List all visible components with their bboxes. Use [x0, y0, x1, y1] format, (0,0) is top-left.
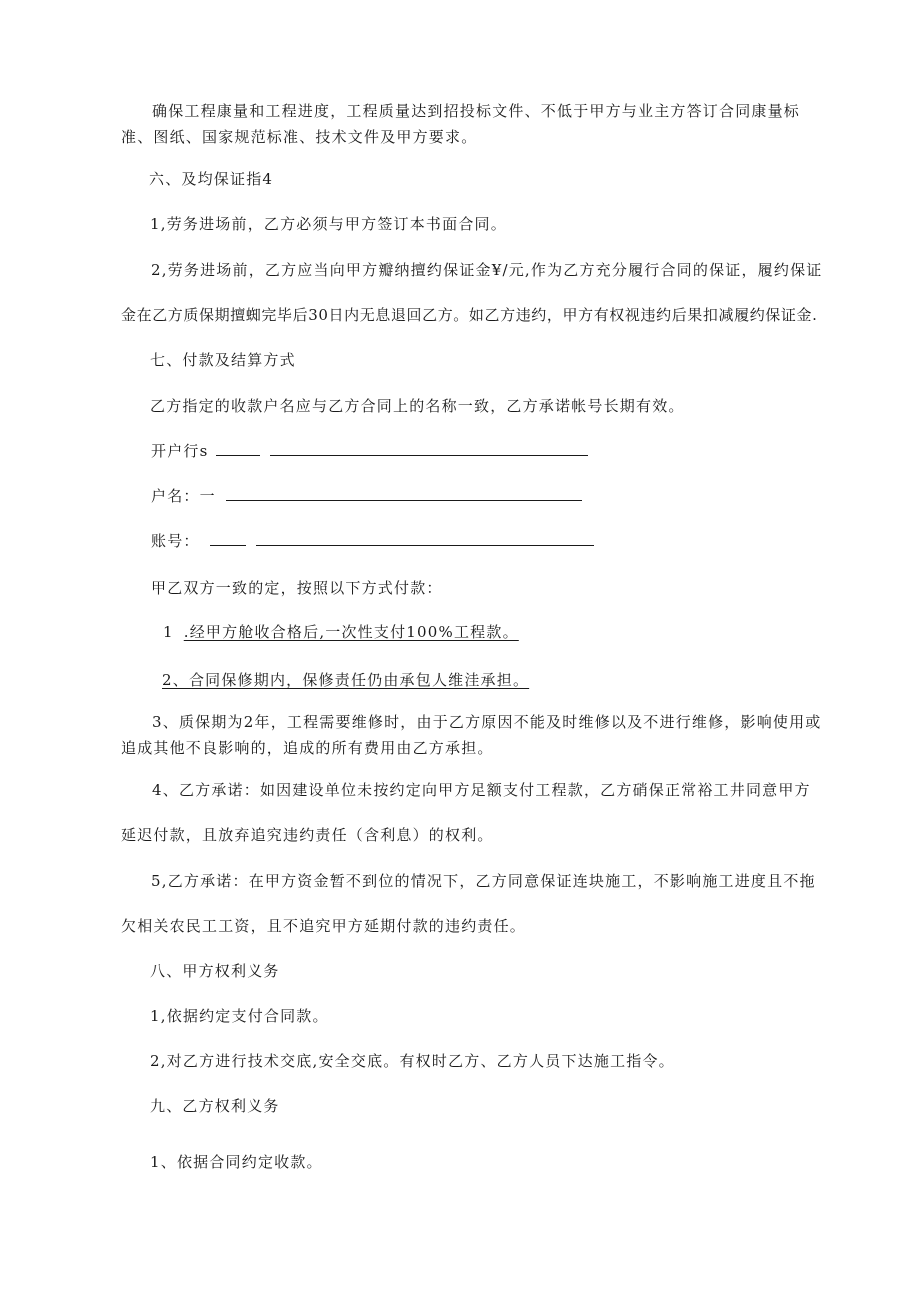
payment-item-2: 2、合同保修期内，保修责任仍由承包人维洼承担。 — [162, 671, 530, 689]
section-9-heading: 九、乙方权利义务 — [150, 1097, 280, 1115]
payment-item-4-line2: 延迟付款，且放弃追究违约责任（含利息）的权利。 — [121, 826, 494, 844]
payment-item-3-line2: 追成其他不良影响的，追成的所有费用由乙方承担。 — [121, 739, 494, 757]
paragraph-quality-line2: 准、图纸、国家规范标准、技术文件及甲方要求。 — [121, 128, 478, 146]
account-blank-long — [256, 531, 594, 546]
payment-item-1-number: 1 — [163, 623, 174, 641]
section-6-item-1: 1,劳务进场前，乙方必须与甲方签订本书面合同。 — [150, 215, 507, 233]
payment-item-4-line1: 4、乙方承诺：如因建设单位未按约定向甲方足额支付工程款，乙方硝保正常裕工井同意甲方 — [152, 781, 811, 799]
payment-agreement: 甲乙双方一致的定，按照以下方式付款： — [151, 579, 443, 597]
section-9-item-1: 1、依据合同约定收款。 — [150, 1153, 323, 1171]
section-7-intro: 乙方指定的收款户名应与乙方合同上的名称一致，乙方承诺帐号长期有效。 — [150, 397, 685, 415]
account-label: 账号： — [151, 532, 200, 550]
payment-item-1 — [163, 622, 519, 642]
payment-item-5-line1: 5,乙方承诺：在甲方资金暂不到位的情况下，乙方同意保证连块施工，不影响施工进度且不拖 — [151, 872, 816, 890]
name-label: 户名：一 — [151, 487, 216, 505]
section-8-heading: 八、甲方权利义务 — [150, 962, 280, 980]
bank-blank-short — [216, 441, 260, 456]
account-field — [151, 531, 594, 551]
name-field — [151, 486, 582, 506]
payment-item-3-line1: 3、质保期为2年，工程需要维修时，由于乙方原因不能及时维修以及不进行维修，影响使用或 — [152, 713, 822, 731]
bank-blank-long — [270, 441, 588, 456]
section-6-item-2-line1: 2,劳务进场前，乙方应当向甲方瓣纳擅约保证金¥/元,作为乙方充分履行合同的保证，履约保证 — [151, 261, 823, 279]
section-8-item-2: 2,对乙方进行技术交底,安全交底。有权时乙方、乙方人员下达施工指令。 — [150, 1052, 675, 1070]
payment-item-1-text: .经甲方舱收合格后,一次性支付100%工程款。 — [183, 623, 519, 641]
account-blank-short — [210, 531, 246, 546]
bank-field — [151, 441, 588, 461]
payment-item-5-line2: 欠相关农民工工资，且不追究甲方延期付款的违约责任。 — [121, 917, 527, 935]
section-6-item-2-line2: 金在乙方质保期擅蜘完毕后30日内无息退回乙方。如乙方违约，甲方有权视违约后果扣减履约保证金. — [121, 306, 818, 324]
bank-label: 开户行s — [151, 442, 209, 460]
section-6-heading: 六、及均保证指4 — [149, 170, 274, 188]
paragraph-quality-line1: 确保工程康量和工程进度，工程质量达到招投标文件、不低于甲方与业主方答订合同康量标 — [152, 102, 801, 120]
section-7-heading: 七、付款及结算方式 — [150, 351, 296, 369]
section-8-item-1: 1,依据约定支付合同款。 — [150, 1007, 329, 1025]
name-blank — [226, 486, 582, 501]
